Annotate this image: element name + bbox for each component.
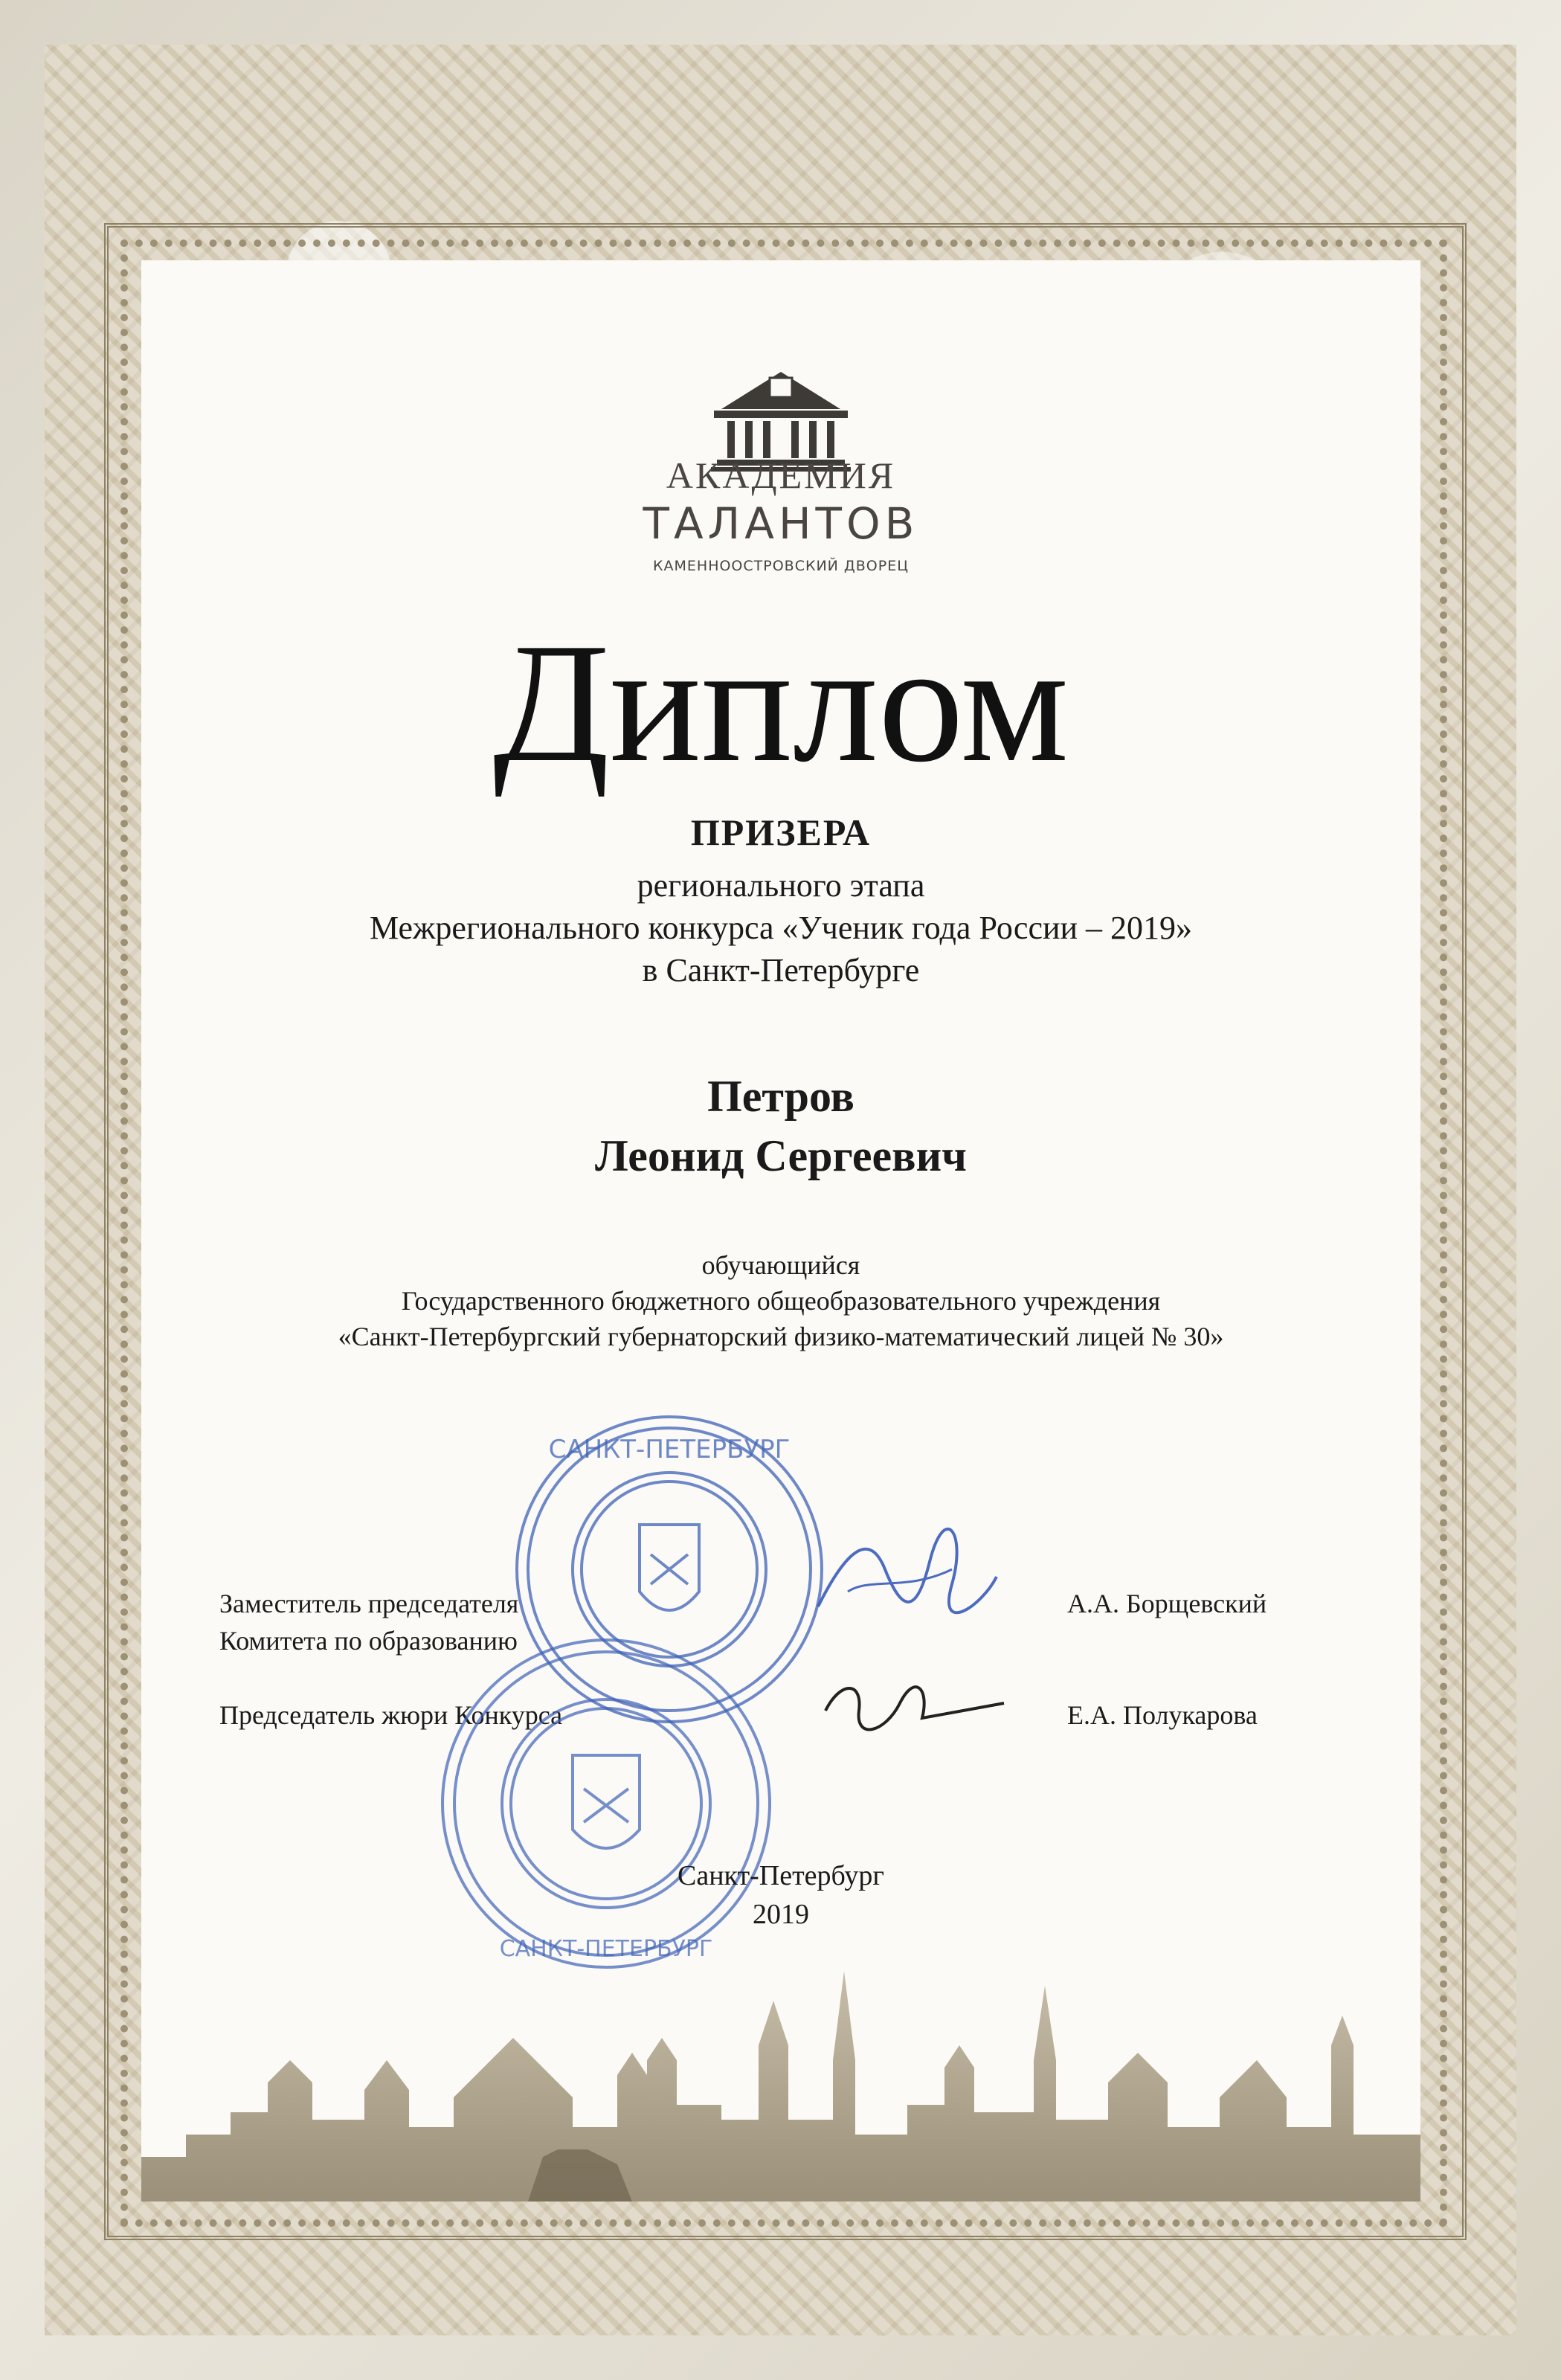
signatory-2-name: Е.А. Полукарова	[1067, 1700, 1258, 1730]
description-line-1: регионального этапа	[637, 867, 925, 904]
logo-text-palace: КАМЕННООСТРОВСКИЙ ДВОРЕЦ	[653, 558, 909, 574]
signatory-1-position-line-1: Заместитель председателя	[219, 1589, 519, 1618]
svg-text:САНКТ-ПЕТЕРБУРГ: САНКТ-ПЕТЕРБУРГ	[499, 1936, 713, 1962]
recipient-given-names: Леонид Сергеевич	[594, 1131, 967, 1180]
signatory-2-position: Председатель жюри Конкурса	[219, 1700, 563, 1730]
description-line-3: в Санкт-Петербурге	[642, 952, 920, 988]
signatory-1-position-line-2: Комитета по образованию	[219, 1626, 518, 1656]
issue-year: 2019	[753, 1899, 809, 1930]
logo-text-talents: ТАЛАНТОВ	[643, 498, 919, 549]
description-line-2: Межрегионального конкурса «Ученик года России – 2019»	[369, 910, 1193, 946]
diploma-subtitle: ПРИЗЕРА	[690, 811, 872, 853]
logo-text-academy: АКАДЕМИЯ	[666, 454, 896, 496]
city-skyline-illustration	[141, 1971, 1420, 2202]
svg-text:САНКТ-ПЕТЕРБУРГ: САНКТ-ПЕТЕРБУРГ	[548, 1435, 791, 1464]
signature-2-handwritten	[818, 1673, 1011, 1740]
issue-place: Санкт-Петербург	[677, 1860, 885, 1891]
signature-1-handwritten	[803, 1517, 1011, 1636]
recipient-surname: Петров	[707, 1072, 854, 1121]
diploma-title: Диплом	[492, 608, 1069, 797]
signatory-1-name: А.А. Борщевский	[1067, 1589, 1267, 1618]
affiliation-line-2: Государственного бюджетного общеобразовательного учреждения	[401, 1286, 1161, 1316]
affiliation-line-3: «Санкт-Петербургский губернаторский физико-математический лицей № 30»	[338, 1322, 1224, 1351]
affiliation-line-1: обучающийся	[701, 1250, 860, 1280]
